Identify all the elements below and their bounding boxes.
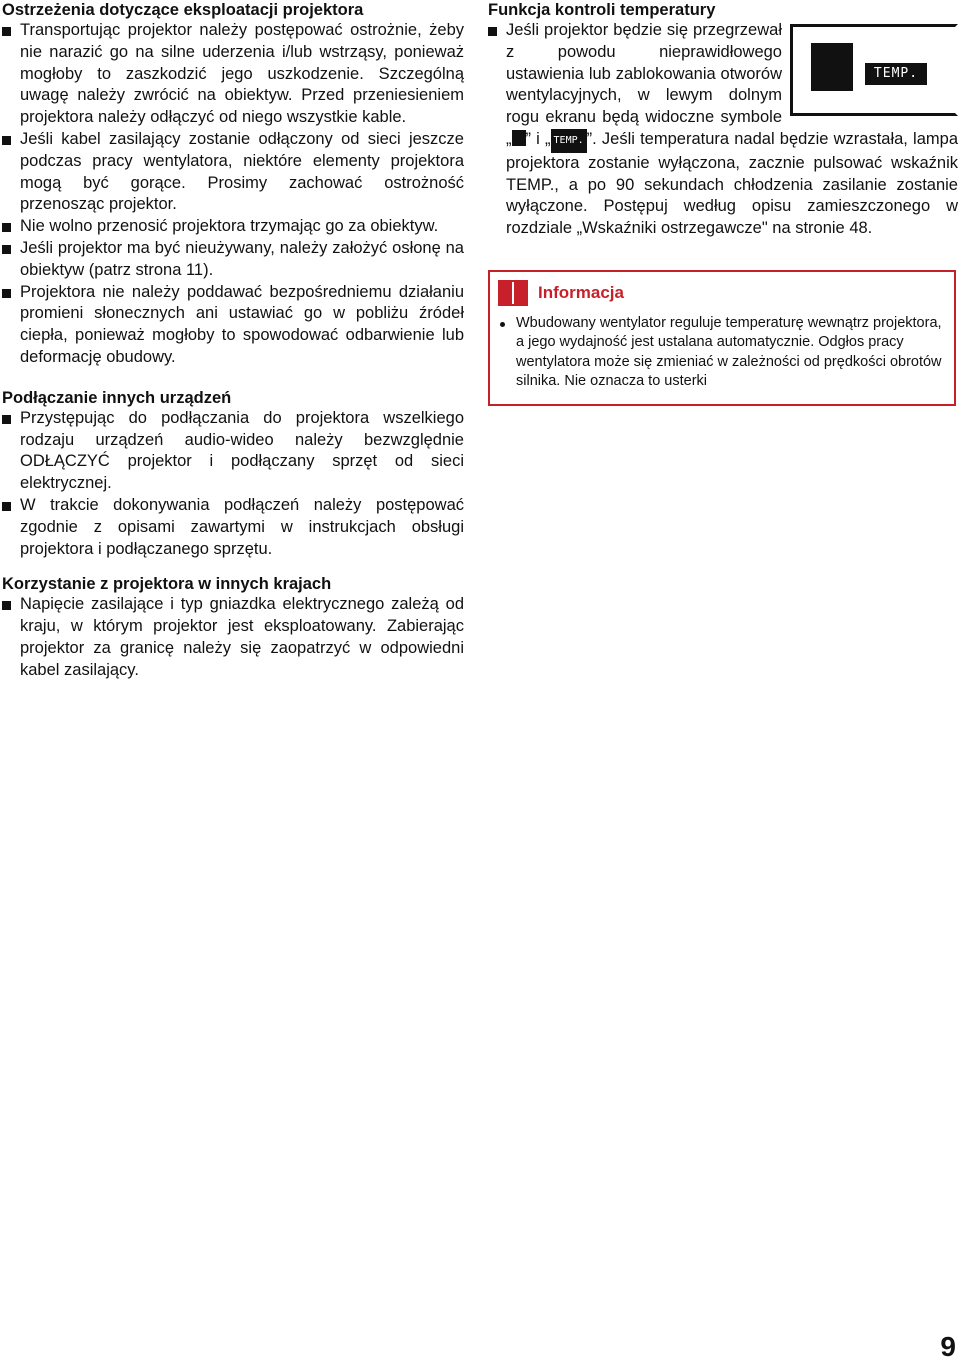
- item-text: Przystępując do podłączania do projektora wszelkiego rodzaju urządzeń audio-wideo należy bezwzględnie ODŁĄCZYĆ projektor i podłączany sprzęt od sieci elektrycznej.: [20, 408, 464, 493]
- item-text: Jeśli projektor będzie się przegrzewał z powodu nieprawidłowego ustawienia lub zablokowania otworów wentylacyjnych, w lewym dolnym rogu ekranu będą widoczne symbole „: [506, 21, 782, 148]
- square-bullet-icon: [2, 27, 11, 36]
- list-item: [2, 282, 464, 369]
- info-box: [488, 270, 956, 406]
- temp-badge: TEMP.: [865, 63, 927, 85]
- section-title-operation: Ostrzeżenia dotyczące eksploatacji projektora: [2, 1, 364, 19]
- item-text: ”. Jeśli temperatura nadal będzie wzrastała, lampa projektora zostanie wyłączona, zacznie pulsować wskaźnik TEMP., a po 90 sekundach chłodzenia zasilanie zostanie wyłączone. Postępuj według opisu zamieszczonego w rozdziale „Wskaźniki ostrzegawcze" na stronie 48.: [506, 129, 958, 238]
- list-item: [2, 216, 464, 238]
- square-bullet-icon: [2, 502, 11, 511]
- list-item: [2, 594, 464, 681]
- info-item: [498, 314, 946, 392]
- info-title: Informacja: [538, 282, 624, 302]
- item-text: Projektora nie należy poddawać bezpośredniemu działaniu promieni słonecznych ani ustawiać go w pobliżu źródeł ciepła, ponieważ mogłoby to spowodować odbarwienie lub deformację obudowy.: [20, 282, 464, 366]
- item-text: Nie wolno przenosić projektora trzymając go za obiektyw.: [20, 217, 439, 236]
- temp-badge-inline: TEMP.: [551, 129, 587, 153]
- item-text: Jeśli projektor ma być nieużywany, należy założyć osłonę na obiektyw (patrz strona 11).: [20, 238, 464, 279]
- list-item: [2, 495, 464, 560]
- item-text: W trakcie dokonywania podłączeń należy postępować zgodnie z opisami zawartymi w instrukcjach obsługi projektora i podłączanego sprzętu.: [20, 495, 464, 558]
- section-title-abroad: Korzystanie z projektora w innych krajach: [2, 575, 332, 594]
- list-item: [2, 129, 464, 216]
- list-item: [488, 20, 958, 240]
- list-item: [2, 20, 464, 129]
- list-item: [2, 408, 464, 495]
- page-number: 9: [940, 1331, 956, 1362]
- info-header: [498, 280, 946, 306]
- square-bullet-icon: [2, 289, 11, 298]
- square-bullet-icon: [2, 601, 11, 610]
- item-text: Jeśli kabel zasilający zostanie odłączony od sieci jeszcze podczas pracy wentylatora, niektóre elementy projektora mogą być gorące. Prosimy zachować ostrożność przenosząc projektor.: [20, 129, 464, 214]
- bullet-dot-icon: [500, 322, 505, 327]
- fan-warning-icon: [512, 130, 526, 146]
- square-bullet-icon: [488, 27, 497, 36]
- book-icon: [498, 280, 528, 306]
- item-text: ” i „: [525, 129, 551, 148]
- info-text: Wbudowany wentylator reguluje temperaturę wewnątrz projektora, a jego wydajność jest ustalana automatycznie. Odgłos pracy wentylatora może się zmieniać w zależności od prędkości obrotów silnika. Nie oznacza to usterki: [516, 314, 942, 390]
- square-bullet-icon: [2, 223, 11, 232]
- item-text: Transportując projektor należy postępować ostrożnie, żeby nie narazić go na silne uderzenia i/lub wstrząsy, ponieważ mogłoby to zaszkodzić jego uszkodzenie. Szczególną uwagę należy zwrócić na obiektyw. Przed przeniesieniem projektora należy odłączyć od niego wszystkie kable.: [20, 21, 464, 127]
- section-title-temperature: Funkcja kontroli temperatury: [488, 1, 716, 19]
- list-item: [2, 238, 464, 282]
- section-title-connecting: Podłączanie innych urządzeń: [2, 388, 232, 407]
- right-column: [488, 0, 958, 406]
- left-column: [2, 0, 464, 682]
- square-bullet-icon: [2, 245, 11, 254]
- square-bullet-icon: [2, 415, 11, 424]
- square-bullet-icon: [2, 136, 11, 145]
- item-text: Napięcie zasilające i typ gniazdka elektrycznego zależą od kraju, w którym projektor jest eksploatowany. Zabierając projektor za granicę należy się zaopatrzyć w odpowiedni kabel zasilający.: [20, 595, 464, 679]
